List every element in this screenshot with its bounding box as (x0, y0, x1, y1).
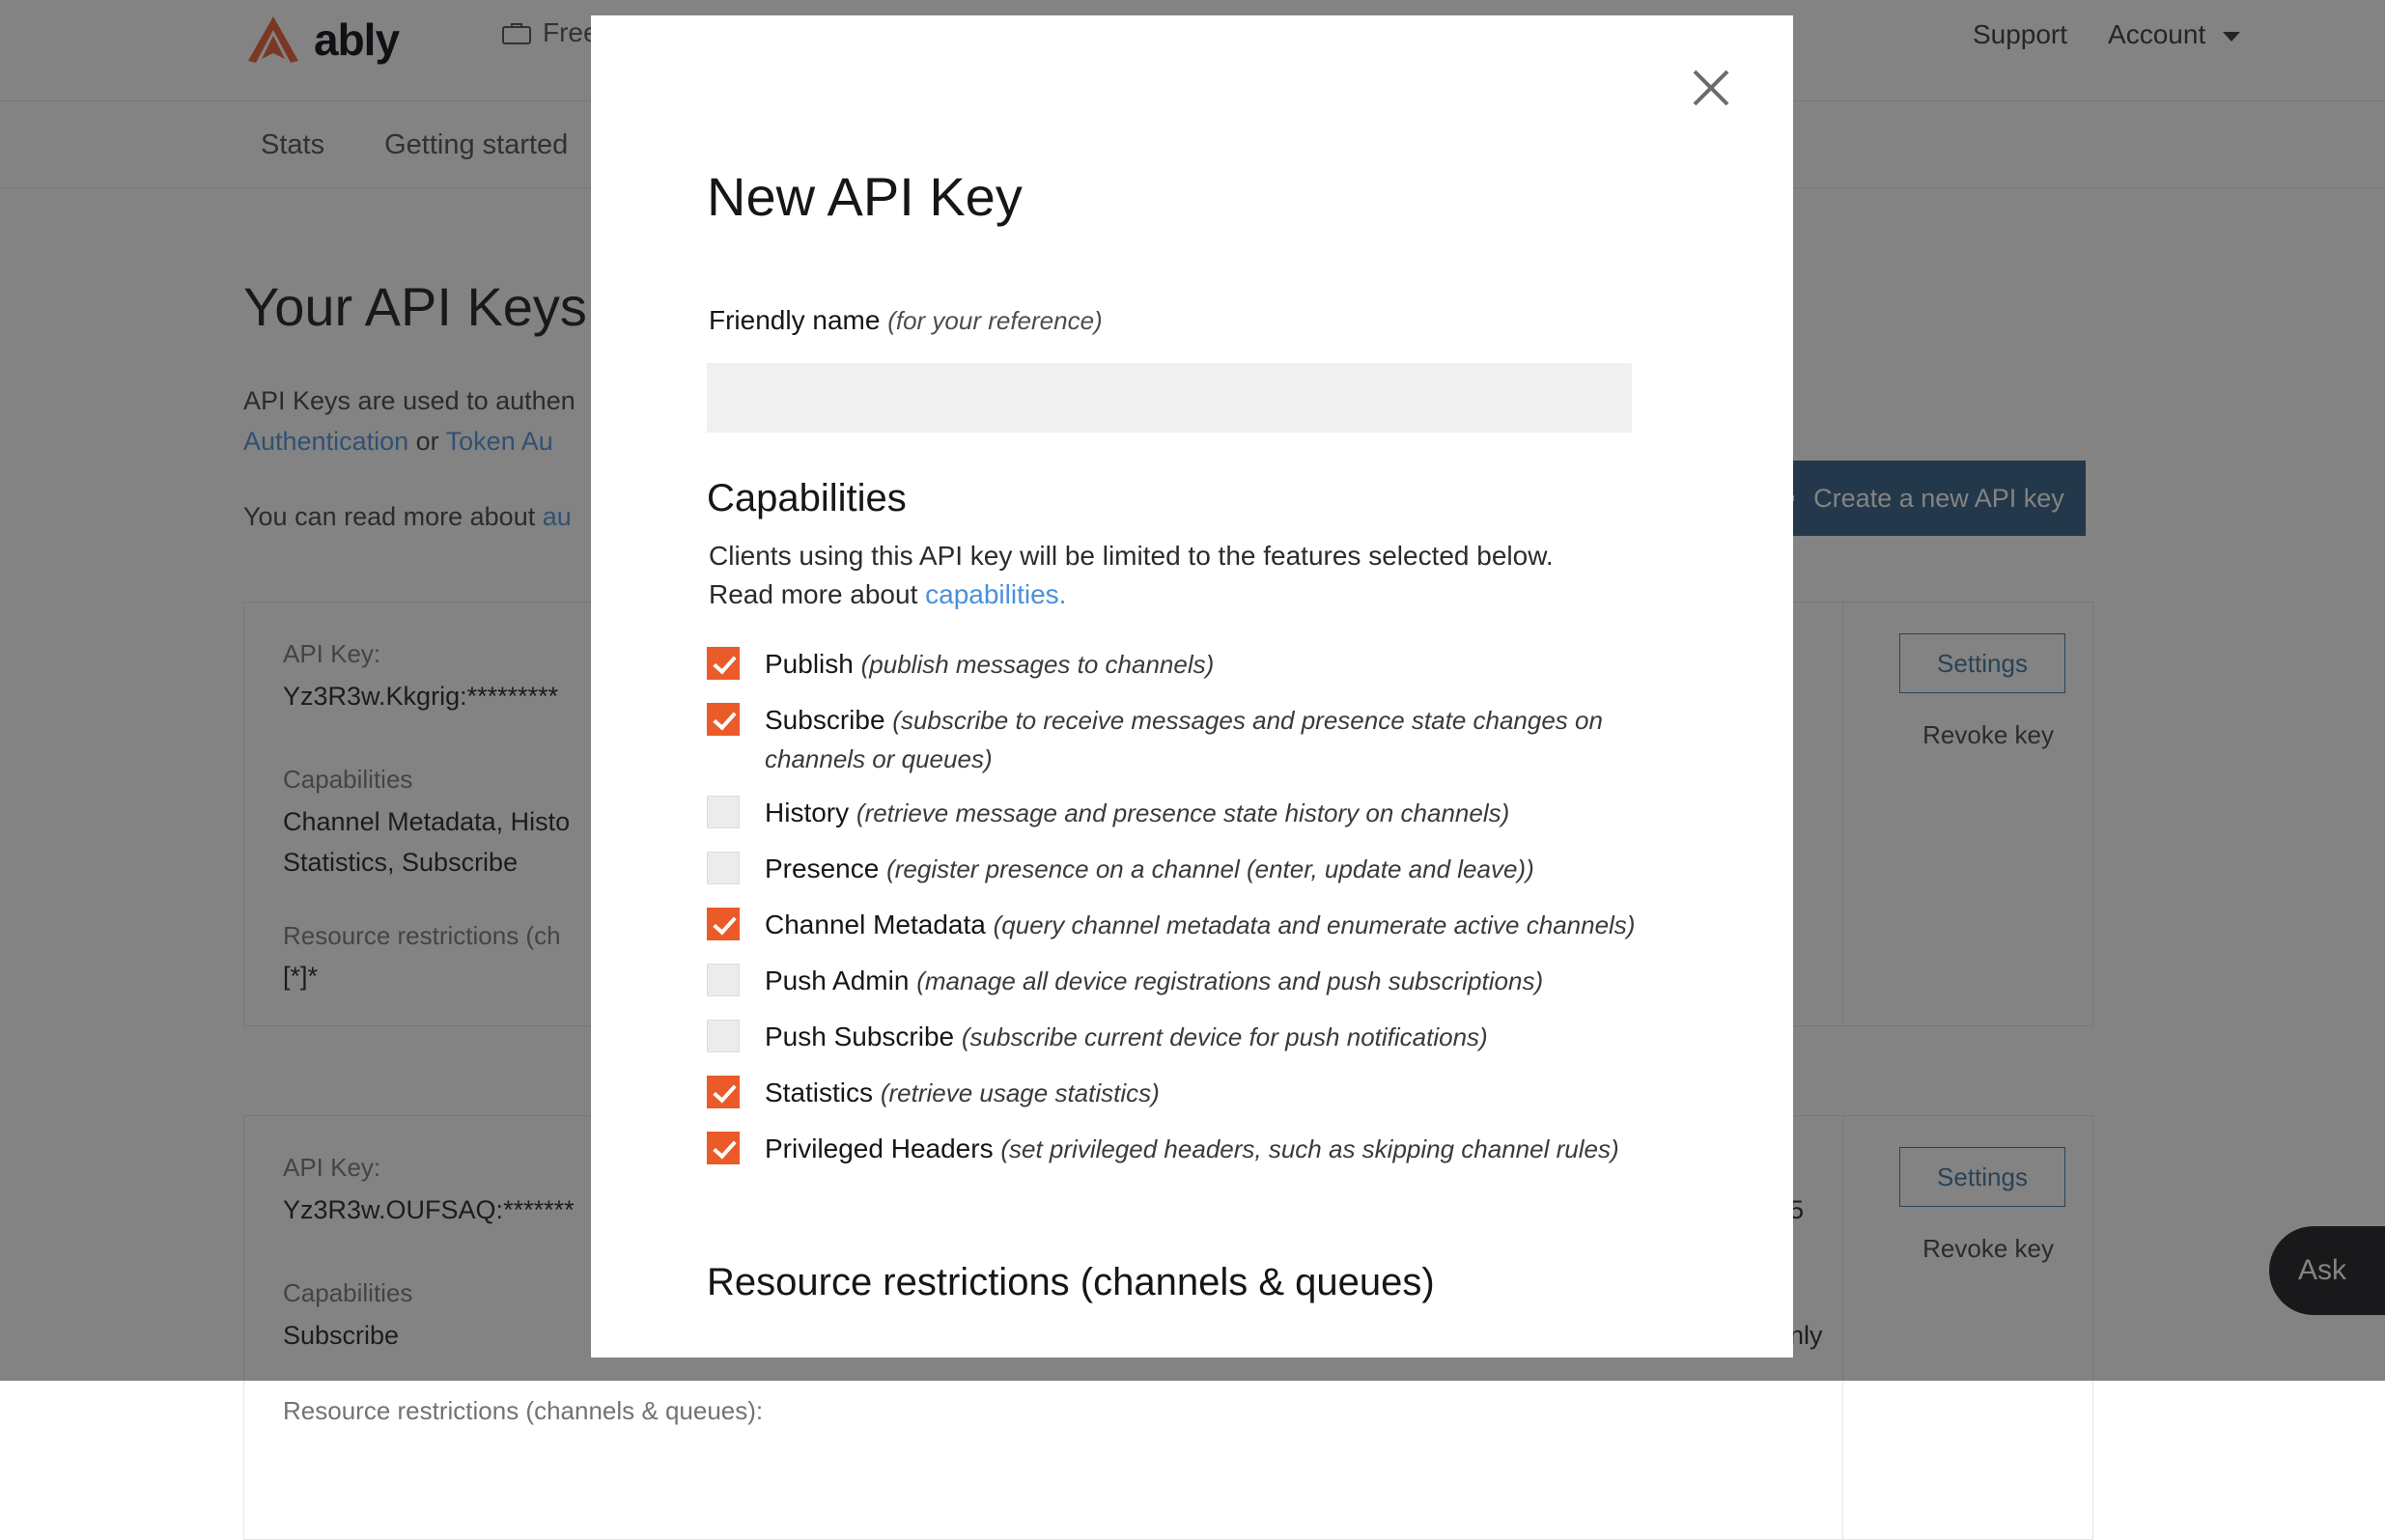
friendly-name-label-text: Friendly name (709, 305, 881, 335)
friendly-name-hint: (for your reference) (887, 306, 1103, 335)
capability-name-presence: Presence (765, 853, 880, 883)
capability-hint-statistics: (retrieve usage statistics) (880, 1078, 1160, 1107)
capability-checkbox-channel-metadata[interactable] (707, 908, 740, 940)
capability-checkbox-statistics[interactable] (707, 1076, 740, 1108)
capability-row-presence[interactable] (707, 850, 1653, 890)
capability-hint-push-admin: (manage all device registrations and push subscriptions) (916, 966, 1544, 995)
capability-checkbox-push-subscribe[interactable] (707, 1020, 740, 1052)
capabilities-list (707, 645, 1653, 1186)
resource-restrictions-label: Resource restrictions (channels & queues): (283, 1396, 764, 1425)
capability-row-privileged-headers[interactable] (707, 1130, 1653, 1170)
friendly-name-label (709, 305, 1103, 336)
capability-row-push-admin[interactable] (707, 962, 1653, 1002)
capability-checkbox-push-admin[interactable] (707, 964, 740, 996)
capability-checkbox-publish[interactable] (707, 647, 740, 680)
capability-name-statistics: Statistics (765, 1077, 874, 1107)
capability-name-channel-metadata: Channel Metadata (765, 909, 986, 939)
capability-checkbox-subscribe[interactable] (707, 703, 740, 736)
modal-title: New API Key (707, 166, 1023, 227)
capability-row-subscribe[interactable] (707, 701, 1653, 778)
capability-row-history[interactable] (707, 794, 1653, 834)
capability-name-subscribe: Subscribe (765, 705, 885, 735)
capabilities-link[interactable]: capabilities. (925, 578, 1067, 609)
capability-name-history: History (765, 797, 850, 827)
capability-hint-privileged-headers: (set privileged headers, such as skipping channel rules) (1000, 1134, 1619, 1163)
capability-row-push-subscribe[interactable] (707, 1018, 1653, 1058)
capabilities-description (709, 537, 1636, 614)
capability-row-publish[interactable] (707, 645, 1653, 686)
new-api-key-modal (591, 15, 1793, 1358)
friendly-name-input[interactable] (707, 363, 1632, 433)
capability-hint-presence: (register presence on a channel (enter, update and leave)) (886, 854, 1534, 883)
capability-hint-subscribe: (subscribe to receive messages and presence state changes on channels or queues) (765, 706, 1603, 773)
capability-hint-history: (retrieve message and presence state history on channels) (856, 798, 1510, 827)
capability-row-channel-metadata[interactable] (707, 906, 1653, 946)
close-icon[interactable] (1689, 66, 1733, 110)
capabilities-heading: Capabilities (707, 477, 907, 519)
capability-row-statistics[interactable] (707, 1074, 1653, 1114)
capability-hint-push-subscribe: (subscribe current device for push notifications) (961, 1022, 1488, 1051)
capability-hint-channel-metadata: (query channel metadata and enumerate active channels) (993, 910, 1636, 939)
capability-name-privileged-headers: Privileged Headers (765, 1133, 994, 1163)
capability-checkbox-presence[interactable] (707, 852, 740, 884)
capability-name-push-admin: Push Admin (765, 965, 910, 995)
capabilities-description-line2: Read more about (709, 578, 926, 609)
capability-name-push-subscribe: Push Subscribe (765, 1021, 955, 1051)
resource-restrictions-heading: Resource restrictions (channels & queues) (707, 1261, 1435, 1303)
capability-checkbox-history[interactable] (707, 796, 740, 828)
capability-checkbox-privileged-headers[interactable] (707, 1132, 740, 1164)
capability-hint-publish: (publish messages to channels) (860, 650, 1215, 679)
capability-name-publish: Publish (765, 649, 854, 679)
capabilities-description-line1: Clients using this API key will be limited to the features selected below. (709, 541, 1554, 571)
